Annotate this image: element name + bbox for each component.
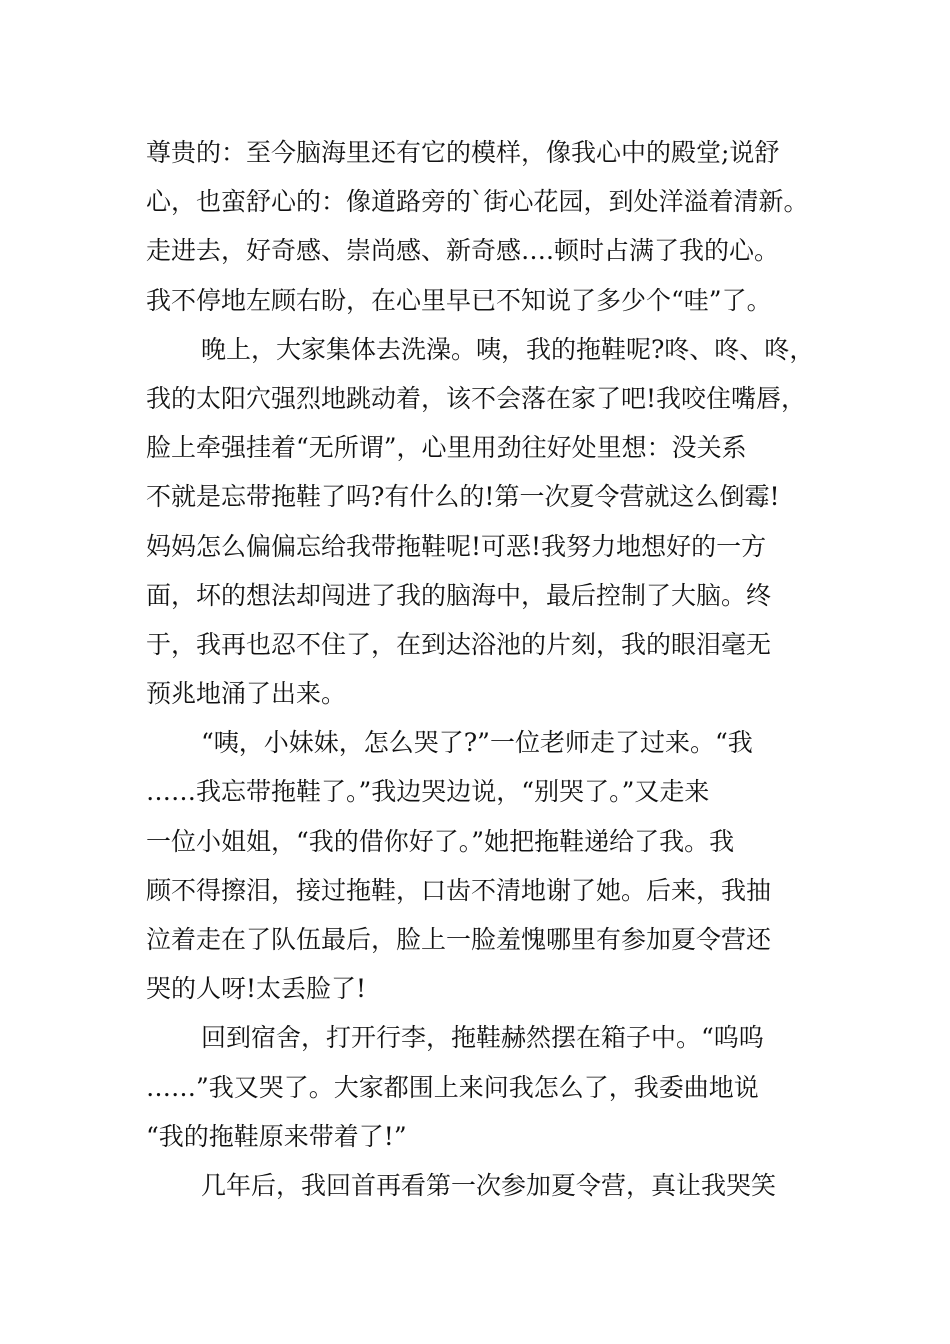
paragraph-start-line: 几年后，我回首再看第一次参加夏令营，真让我哭笑 xyxy=(201,1170,777,1200)
text-line: 脸上牵强挂着“无所谓”，心里用劲往好处里想：没关系 xyxy=(146,433,747,463)
text-line: 面，坏的想法却闯进了我的脑海中，最后控制了大脑。终 xyxy=(146,580,772,610)
text-line: 泣着走在了队伍最后，脸上一脸羞愧哪里有参加夏令营还 xyxy=(146,925,772,954)
text-line: 走进去，好奇感、崇尚感、新奇感….顿时占满了我的心。 xyxy=(146,236,779,266)
text-line: ……我忘带拖鞋了。”我边哭边说，“别哭了。”又走来 xyxy=(146,777,710,807)
paragraph-start-line: 晚上，大家集体去洗澡。咦，我的拖鞋呢?咚、咚、咚， xyxy=(201,334,815,364)
paragraph-start-line: 回到宿舍，打开行李，拖鞋赫然摆在箱子中。“呜呜 xyxy=(201,1023,764,1053)
text-line: 尊贵的：至今脑海里还有它的模样，像我心中的殿堂;说舒 xyxy=(146,138,780,167)
text-line: 预兆地涌了出来。 xyxy=(146,679,347,709)
text-line: 我不停地左顾右盼，在心里早已不知说了多少个“哇”了。 xyxy=(146,285,772,315)
text-line: 我的太阳穴强烈地跳动着，该不会落在家了吧!我咬住嘴唇， xyxy=(146,383,807,413)
text-line: 一位小姐姐，“我的借你好了。”她把拖鞋递给了我。我 xyxy=(146,826,735,856)
text-line: 顾不得擦泪，接过拖鞋，口齿不清地谢了她。后来，我抽 xyxy=(146,875,772,905)
text-line: 哭的人呀!太丢脸了! xyxy=(146,974,367,1004)
text-line: ……”我又哭了。大家都围上来问我怎么了，我委曲地说 xyxy=(146,1072,759,1102)
paragraph-start-line: “咦，小妹妹，怎么哭了?”一位老师走了过来。“我 xyxy=(201,728,753,758)
body-text xyxy=(146,128,836,1210)
text-line: 于，我再也忍不住了，在到达浴池的片刻，我的眼泪毫无 xyxy=(146,629,772,659)
text-line: 心，也蛮舒心的：像道路旁的`街心花园，到处洋溢着清新。 xyxy=(146,187,809,217)
text-line: “我的拖鞋原来带着了!” xyxy=(146,1121,407,1151)
text-line: 不就是忘带拖鞋了吗?有什么的!第一次夏令营就这么倒霉! xyxy=(146,482,780,512)
text-line: 妈妈怎么偏偏忘给我带拖鞋呢!可恶!我努力地想好的一方 xyxy=(146,531,767,561)
